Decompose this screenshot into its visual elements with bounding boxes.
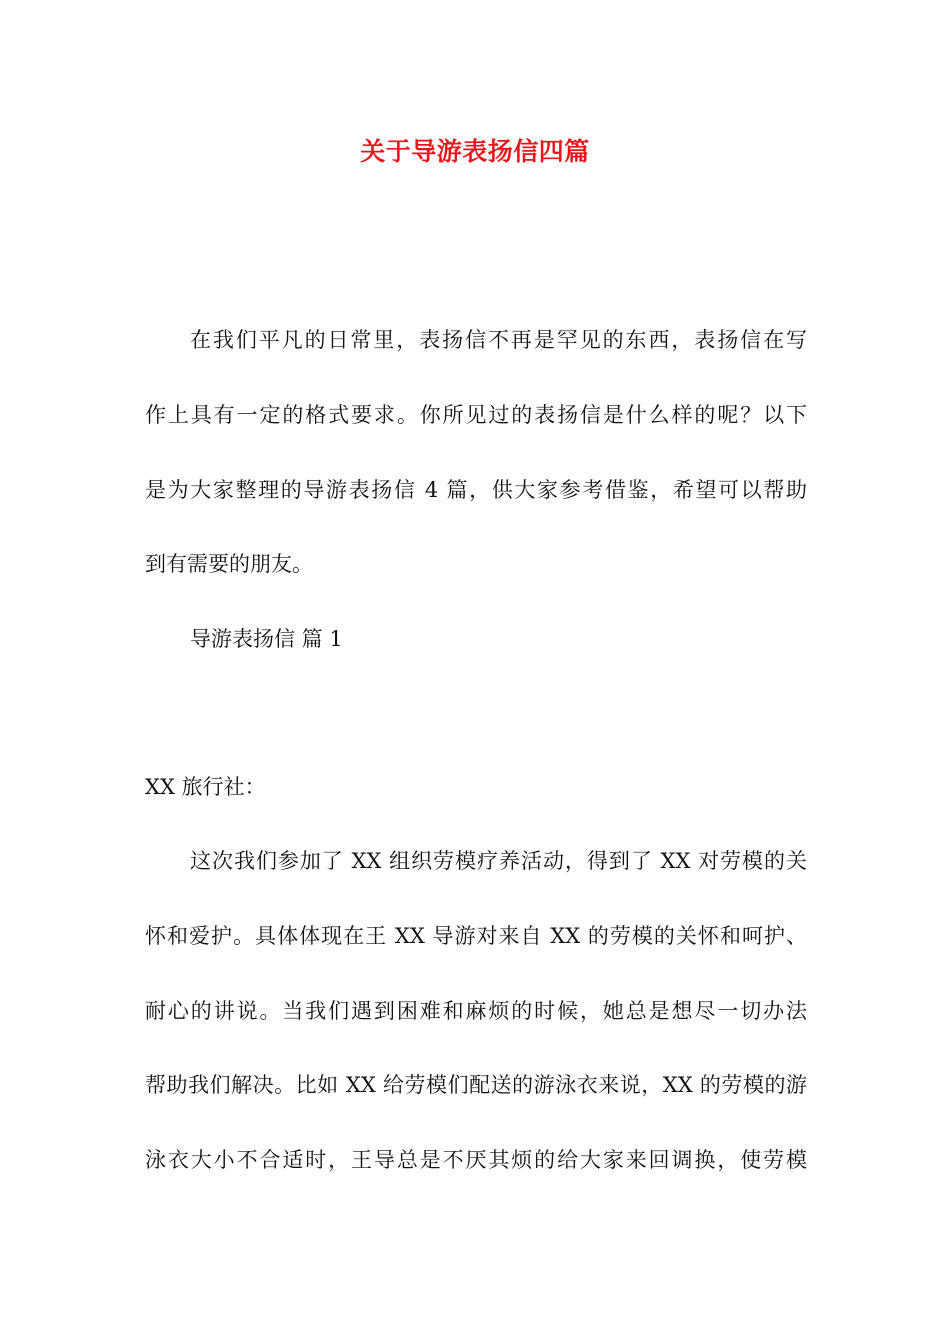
intro-line-1: 在我们平凡的日常里，表扬信不再是罕见的东西，表扬信在写: [190, 328, 807, 352]
document-title: 关于导游表扬信四篇: [360, 137, 590, 166]
salutation: XX 旅行社：: [145, 775, 266, 799]
intro-line-2: 作上具有一定的格式要求。你所见过的表扬信是什么样的呢？以下: [145, 403, 807, 427]
intro-line-3: 是为大家整理的导游表扬信 4 篇，供大家参考借鉴，希望可以帮助: [145, 478, 807, 502]
body-line-1: 这次我们参加了 XX 组织劳模疗养活动，得到了 XX 对劳模的关: [190, 849, 807, 873]
body-line-2: 怀和爱护。具体体现在王 XX 导游对来自 XX 的劳模的关怀和呵护、: [145, 924, 807, 948]
body-line-5: 泳衣大小不合适时，王导总是不厌其烦的给大家来回调换，使劳模: [145, 1148, 807, 1172]
body-line-3: 耐心的讲说。当我们遇到困难和麻烦的时候，她总是想尽一切办法: [145, 999, 807, 1023]
section-heading: 导游表扬信 篇 1: [190, 627, 343, 651]
intro-line-4: 到有需要的朋友。: [145, 552, 313, 576]
body-line-4: 帮助我们解决。比如 XX 给劳模们配送的游泳衣来说，XX 的劳模的游: [145, 1073, 807, 1097]
